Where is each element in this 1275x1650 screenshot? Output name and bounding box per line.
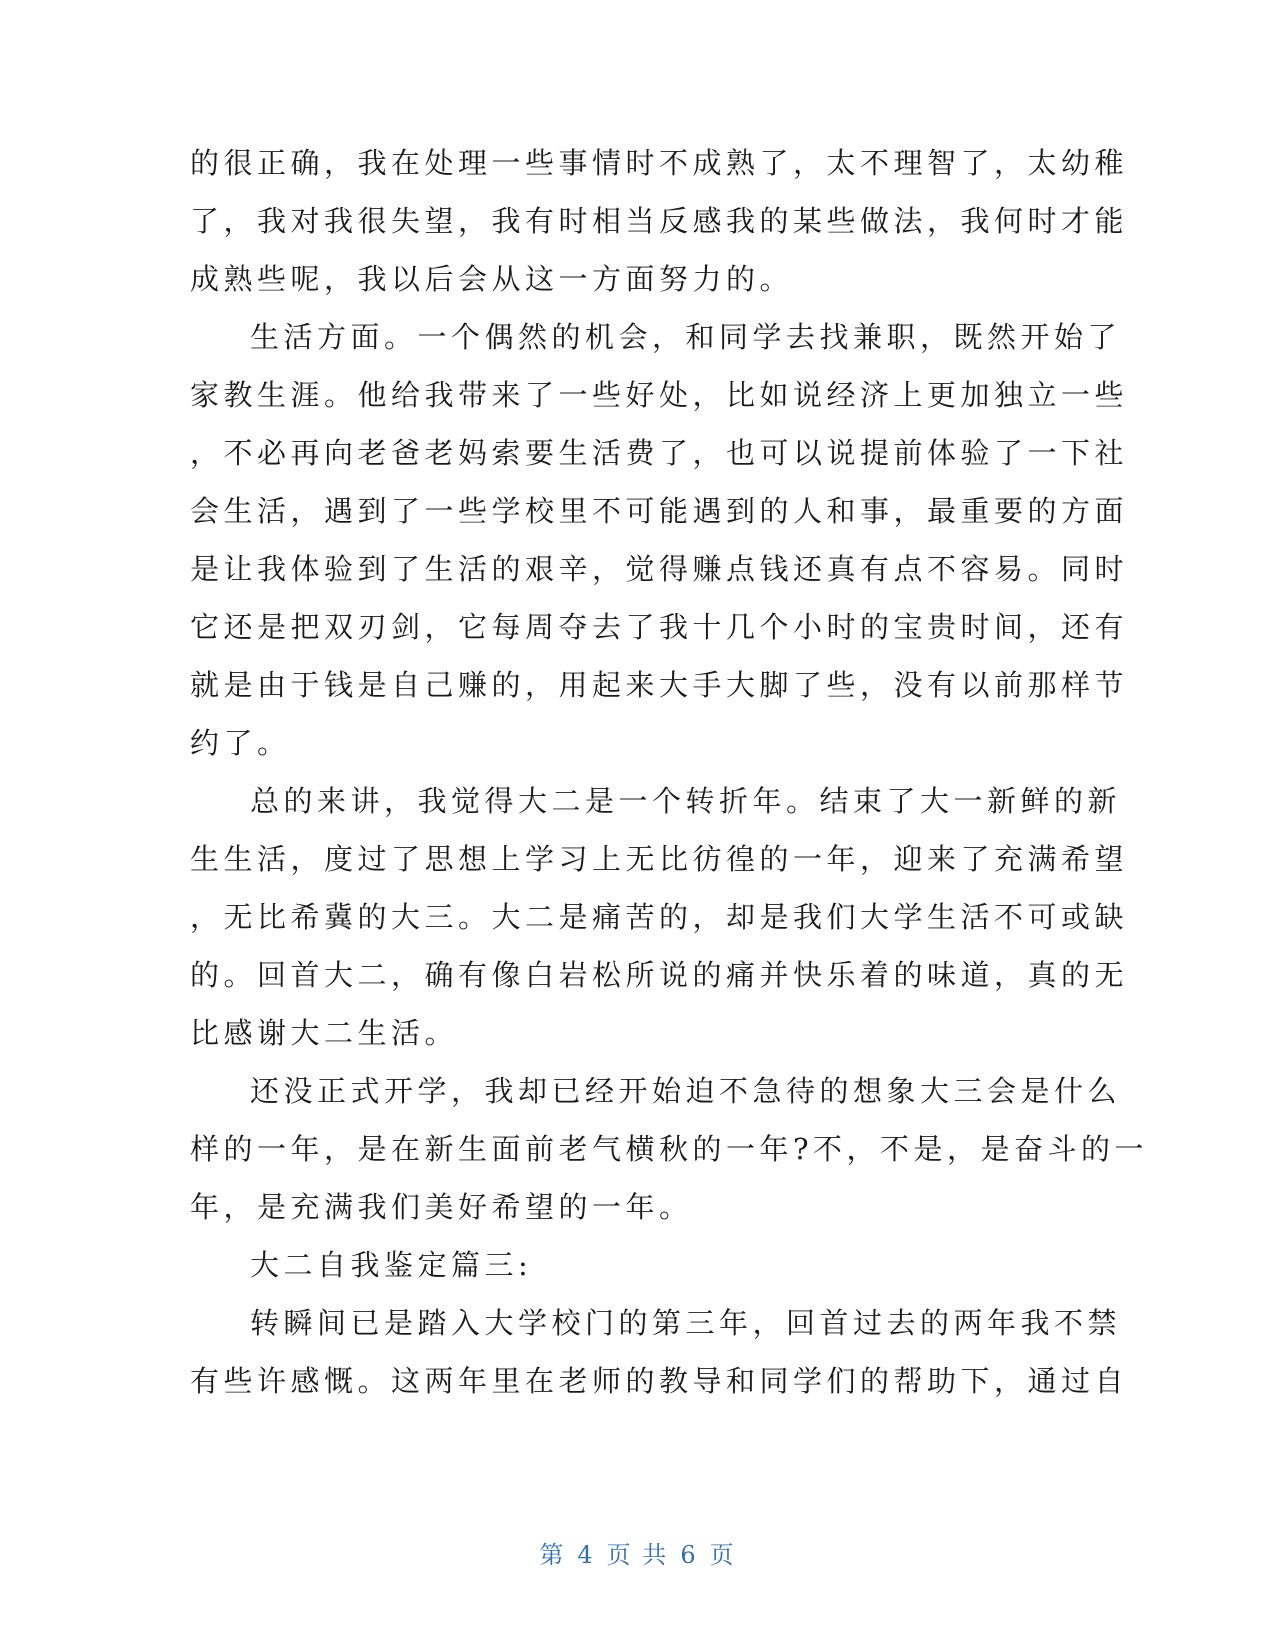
footer-prefix: 第 xyxy=(539,1541,566,1569)
text-line: 它还是把双刃剑，它每周夺去了我十几个小时的宝贵时间，还有 xyxy=(190,610,1129,644)
text-line: 比感谢大二生活。 xyxy=(190,1016,459,1050)
text-line: 生生活，度过了思想上学习上无比彷徨的一年，迎来了充满希望 xyxy=(190,842,1129,876)
paragraph-start-line: 总的来讲，我觉得大二是一个转折年。结束了大一新鲜的新 xyxy=(250,784,1122,818)
text-line: 有些许感慨。这两年里在老师的教导和同学们的帮助下，通过自 xyxy=(190,1364,1129,1398)
paragraph-start-line: 转瞬间已是踏入大学校门的第三年，回首过去的两年我不禁 xyxy=(250,1306,1122,1340)
text-line: 样的一年，是在新生面前老气横秋的一年?不，不是，是奋斗的一 xyxy=(190,1132,1149,1166)
section-heading: 大二自我鉴定篇三: xyxy=(250,1248,533,1282)
text-line: 是让我体验到了生活的艰辛，觉得赚点钱还真有点不容易。同时 xyxy=(190,552,1129,586)
text-line: 年，是充满我们美好希望的一年。 xyxy=(190,1190,693,1224)
footer-total-pages: 6 xyxy=(680,1541,698,1569)
text-line: 约了。 xyxy=(190,726,291,760)
text-line: ，不必再向老爸老妈索要生活费了，也可以说提前体验了一下社 xyxy=(190,436,1129,470)
text-line: 家教生涯。他给我带来了一些好处，比如说经济上更加独立一些 xyxy=(190,378,1129,412)
footer-suffix: 页 xyxy=(709,1541,736,1569)
page-footer xyxy=(0,1535,1275,1570)
text-line: 的很正确，我在处理一些事情时不成熟了，太不理智了，太幼稚 xyxy=(190,146,1129,180)
text-line: 就是由于钱是自己赚的，用起来大手大脚了些，没有以前那样节 xyxy=(190,668,1129,702)
text-line: 的。回首大二，确有像白岩松所说的痛并快乐着的味道，真的无 xyxy=(190,958,1129,992)
text-line: 了，我对我很失望，我有时相当反感我的某些做法，我何时才能 xyxy=(190,204,1129,238)
text-line: 成熟些呢，我以后会从这一方面努力的。 xyxy=(190,262,794,296)
footer-middle: 页 共 xyxy=(606,1541,669,1569)
text-line: 会生活，遇到了一些学校里不可能遇到的人和事，最重要的方面 xyxy=(190,494,1129,528)
text-line: ，无比希冀的大三。大二是痛苦的，却是我们大学生活不可或缺 xyxy=(190,900,1129,934)
paragraph-start-line: 还没正式开学，我却已经开始迫不急待的想象大三会是什么 xyxy=(250,1074,1122,1108)
paragraph-start-line: 生活方面。一个偶然的机会，和同学去找兼职，既然开始了 xyxy=(250,320,1122,354)
footer-current-page: 4 xyxy=(577,1541,595,1569)
